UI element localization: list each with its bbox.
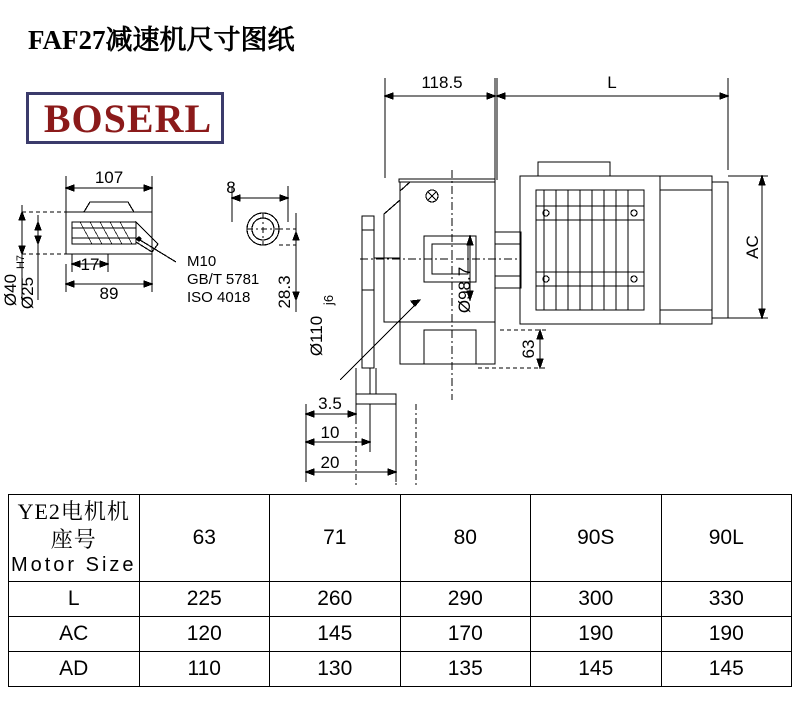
brand-logo-text: BOSERL — [43, 96, 213, 141]
table-header-label-en: Motor Size — [10, 554, 137, 576]
row-L-value-4: 330 — [661, 582, 792, 617]
row-AC-value-2: 170 — [400, 617, 531, 652]
dim-diameter-110: Ø110 — [307, 315, 326, 357]
dim-118-5: 118.5 — [421, 73, 463, 92]
row-AD-value-0: 110 — [139, 652, 270, 687]
page-title: FAF27减速机尺寸图纸 — [28, 25, 295, 55]
table-header-label — [9, 495, 140, 582]
table-header-size-2: 80 — [400, 495, 531, 582]
row-L-value-2: 290 — [400, 582, 531, 617]
dim-10: 10 — [320, 423, 340, 442]
row-AC-value-4: 190 — [661, 617, 792, 652]
row-L-value-0: 225 — [139, 582, 270, 617]
dim-diameter-98-7: Ø98.7 — [455, 266, 474, 314]
row-AC-value-3: 190 — [531, 617, 662, 652]
row-label-L: L — [9, 582, 140, 617]
motor-size-table — [8, 494, 792, 687]
dim-89: 89 — [99, 284, 119, 303]
note-thread: M10 — [187, 253, 217, 270]
dim-diameter-40: Ø40 — [1, 273, 20, 307]
dim-17: 17 — [80, 255, 100, 274]
dim-28-3: 28.3 — [275, 275, 294, 309]
dim-8: 8 — [226, 178, 236, 197]
row-L-value-3: 300 — [531, 582, 662, 617]
dim-63: 63 — [519, 339, 538, 359]
dim-25-tolerance: H7 — [15, 254, 27, 270]
row-AC-value-0: 120 — [139, 617, 270, 652]
dim-107: 107 — [94, 168, 124, 187]
table-header-size-0: 63 — [139, 495, 270, 582]
table-header-size-3: 90S — [531, 495, 662, 582]
note-standard-iso: ISO 4018 — [187, 289, 251, 306]
table-header-label-cn: YE2电机机座号 — [17, 499, 130, 552]
table-row — [9, 582, 792, 617]
row-AC-value-1: 145 — [270, 617, 401, 652]
table-header-size-4: 90L — [661, 495, 792, 582]
dim-j6-tolerance: j6 — [321, 294, 336, 306]
row-label-AD: AD — [9, 652, 140, 687]
row-AD-value-1: 130 — [270, 652, 401, 687]
dim-diameter-25: Ø25 — [18, 276, 37, 310]
table-row — [9, 617, 792, 652]
row-label-AC: AC — [9, 617, 140, 652]
table-row — [9, 652, 792, 687]
dim-20: 20 — [320, 453, 340, 472]
table-header-size-1: 71 — [270, 495, 401, 582]
dim-3-5: 3.5 — [318, 394, 342, 413]
dim-L: L — [607, 73, 617, 92]
note-standard-gb: GB/T 5781 — [187, 271, 260, 288]
row-AD-value-4: 145 — [661, 652, 792, 687]
row-AD-value-3: 145 — [531, 652, 662, 687]
row-L-value-1: 260 — [270, 582, 401, 617]
table-header-row — [9, 495, 792, 582]
row-AD-value-2: 135 — [400, 652, 531, 687]
dim-AC: AC — [743, 235, 762, 259]
